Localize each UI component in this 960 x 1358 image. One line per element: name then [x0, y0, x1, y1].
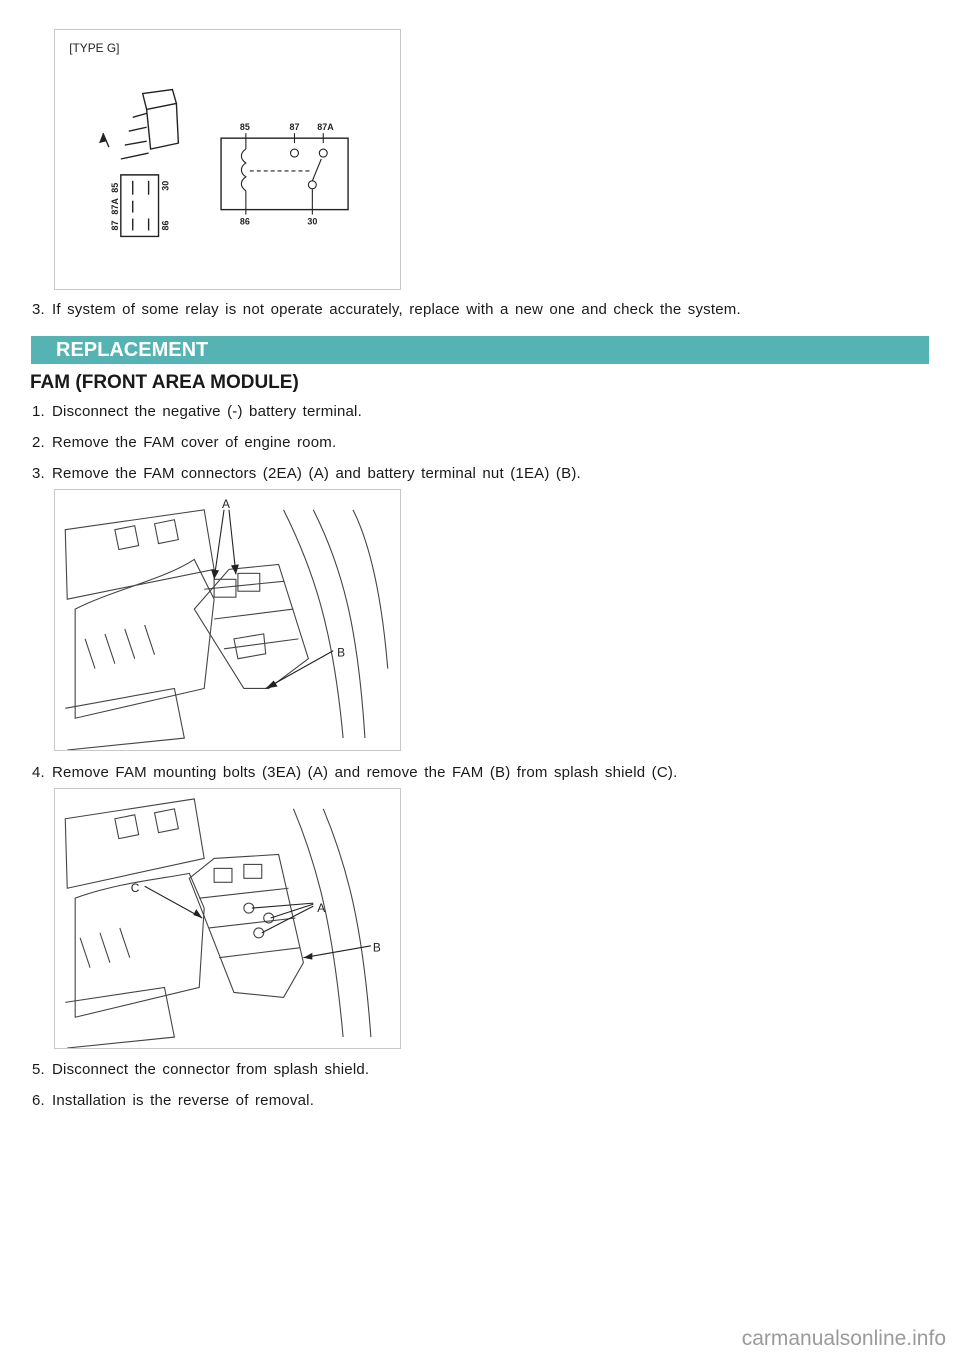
step-2 [32, 434, 336, 451]
relay-diagram [55, 30, 400, 289]
pin-label-30: 30 [307, 216, 318, 227]
step-3 [32, 465, 581, 482]
step-number: 2. [32, 434, 45, 451]
fam-mounting-illustration [55, 789, 400, 1048]
side-label-86: 86 [160, 220, 171, 231]
step-6 [32, 1092, 314, 1109]
pin-label-87a: 87A [317, 122, 334, 133]
step-number: 3. [32, 465, 45, 482]
step-number: 3. [32, 301, 45, 318]
callout-b: B [337, 645, 346, 660]
side-label-85: 85 [109, 182, 120, 193]
step-text: Remove the FAM cover of engine room. [52, 434, 337, 451]
step-1 [32, 403, 362, 420]
section-heading: FAM (FRONT AREA MODULE) [30, 372, 299, 393]
step-4 [32, 764, 677, 781]
step-number: 4. [32, 764, 45, 781]
side-label-87: 87 [109, 220, 120, 231]
step-text: Installation is the reverse of removal. [52, 1092, 315, 1109]
step-text: Remove the FAM connectors (2EA) (A) and battery terminal nut (1EA) (B). [52, 465, 581, 482]
callout-c: C [130, 881, 140, 896]
step-text: Disconnect the connector from splash shield. [52, 1061, 370, 1078]
figure-type-label: [TYPE G] [69, 40, 120, 55]
step-5 [32, 1061, 369, 1078]
watermark: carmanualsonline.info [741, 1327, 946, 1350]
side-label-87a: 87A [109, 198, 120, 215]
step-text: If system of some relay is not operate accurately, replace with a new one and check the system. [52, 301, 741, 318]
side-label-30: 30 [160, 180, 171, 191]
step-number: 5. [32, 1061, 45, 1078]
callout-a: A [317, 901, 326, 916]
fam-connectors-illustration [55, 490, 400, 750]
step-text: Remove FAM mounting bolts (3EA) (A) and remove the FAM (B) from splash shield (C). [52, 764, 678, 781]
fam-mounting-figure [54, 788, 401, 1049]
pin-label-85: 85 [239, 122, 250, 133]
relay-schematic-box [221, 138, 348, 209]
step-number: 6. [32, 1092, 45, 1109]
callout-a: A [222, 496, 230, 511]
pin-label-87: 87 [289, 122, 300, 133]
callout-b: B [372, 940, 381, 955]
step-number: 1. [32, 403, 45, 420]
fam-connectors-figure [54, 489, 401, 751]
step-text: Disconnect the negative (-) battery terminal. [52, 403, 362, 420]
check-step [32, 301, 741, 318]
relay-type-g-figure [54, 29, 401, 290]
section-banner: REPLACEMENT [31, 336, 929, 364]
pin-label-86: 86 [239, 216, 250, 227]
